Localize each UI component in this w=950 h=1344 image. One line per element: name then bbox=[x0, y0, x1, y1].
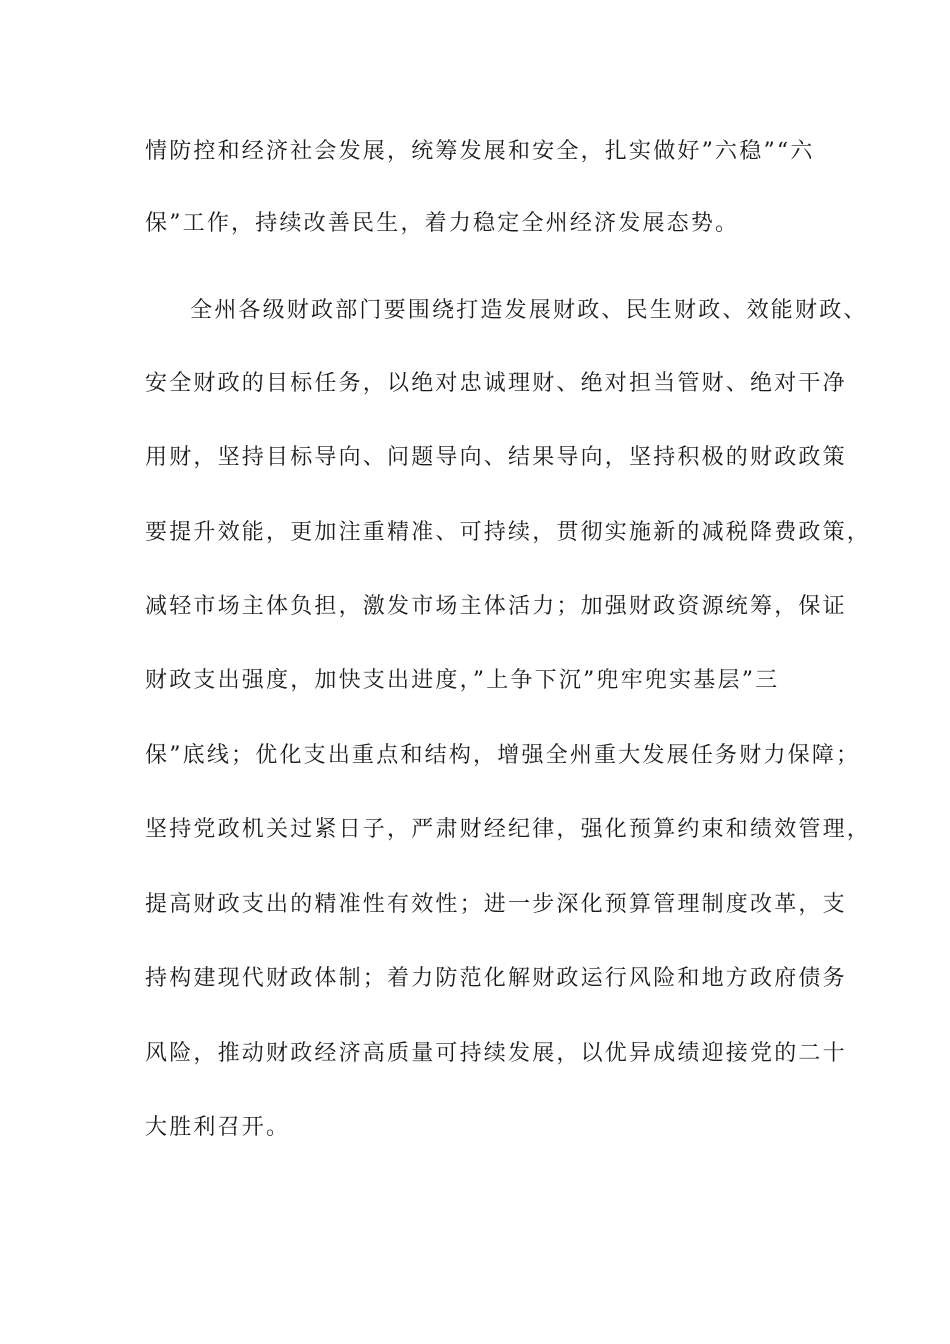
paragraph-1-line-1: 情防控和经济社会发展，统筹发展和安全，扎实做好”六稳”“六 bbox=[145, 139, 815, 164]
paragraph-2-line-9: 提高财政支出的精准性有效性；进一步深化预算管理制度改革，支 bbox=[145, 892, 847, 917]
paragraph-2-line-8: 坚持党政机关过紧日子，严肃财经纪律，强化预算约束和绩效管理， bbox=[145, 817, 872, 842]
paragraph-2-line-4: 要提升效能，更加注重精准、可持续，贯彻实施新的减税降费政策， bbox=[145, 520, 872, 545]
paragraph-2-line-1: 全州各级财政部门要围绕打造发展财政、民生财政、效能财政、 bbox=[190, 298, 868, 323]
paragraph-1-line-2: 保”工作，持续改善民生，着力稳定全州经济发展态势。 bbox=[145, 211, 740, 236]
paragraph-2-line-2: 安全财政的目标任务，以绝对忠诚理财、绝对担当管财、绝对干净 bbox=[145, 371, 847, 396]
paragraph-2-line-3: 用财，坚持目标导向、问题导向、结果导向，坚持积极的财政政策 bbox=[145, 445, 847, 470]
paragraph-2-line-10: 持构建现代财政体制；着力防范化解财政运行风险和地方政府债务 bbox=[145, 966, 847, 991]
paragraph-2-line-6: 财政支出强度，加快支出进度，”上争下沉”兜牢兜实基层”三 bbox=[145, 668, 780, 693]
paragraph-2-line-5: 减轻市场主体负担，激发市场主体活力；加强财政资源统筹，保证 bbox=[145, 594, 847, 619]
paragraph-2-line-7: 保”底线；优化支出重点和结构，增强全州重大发展任务财力保障； bbox=[145, 743, 861, 768]
paragraph-2-line-12: 大胜利召开。 bbox=[145, 1115, 291, 1140]
paragraph-2-line-11: 风险，推动财政经济高质量可持续发展，以优异成绩迎接党的二十 bbox=[145, 1041, 847, 1066]
